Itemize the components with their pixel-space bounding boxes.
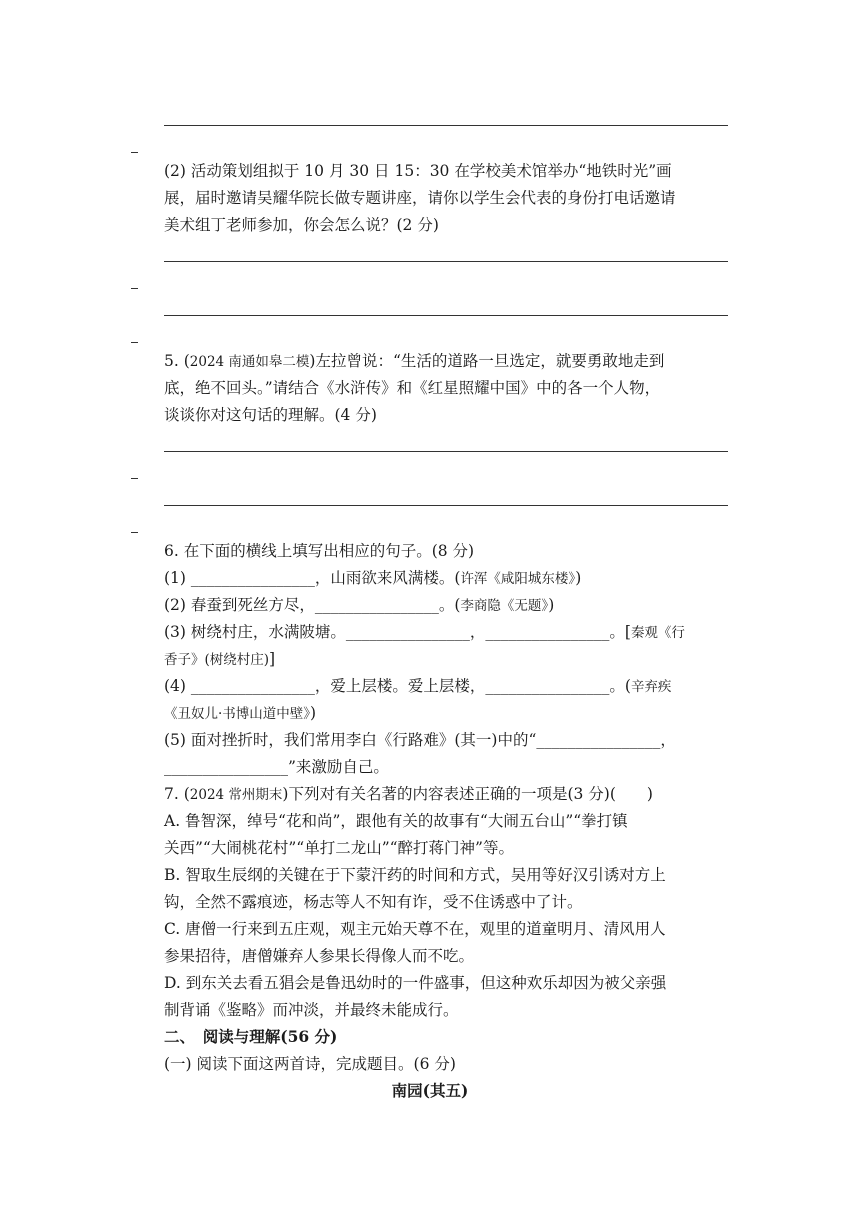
q6-item3-source1: 秦观《行: [630, 625, 685, 641]
margin-mark: [131, 532, 138, 533]
q5-source: 2024 南通如皋二模: [189, 354, 310, 370]
q6-item2-text: (2) 春蚕到死丝方尽，________________。(: [164, 596, 461, 614]
q7-option-c-line2: 参果招待，唐僧嫌弃人参果长得像人而不吃。: [164, 947, 475, 965]
q7-line1-rest: )下列对有关名著的内容表述正确的一项是(3 分)( ): [282, 785, 653, 803]
q6-item1-end: ): [575, 569, 582, 587]
q6-item2: [164, 595, 734, 616]
margin-mark: [131, 342, 138, 343]
q6-item3-line2: [164, 649, 734, 670]
q6-item3-end: ]: [269, 650, 276, 668]
q5-line1: [164, 351, 734, 372]
q6-item2-source: 李商隐《无题》: [460, 598, 549, 614]
q6-item5-line2: ________________”来激励自己。: [164, 758, 389, 776]
section2-heading: 二、 阅读与理解(56 分): [164, 1027, 338, 1046]
q7-option-c-line1: C. 唐僧一行来到五庄观，观主元始天尊不在，观里的道童明月、清风用人: [164, 920, 666, 938]
q5-line3: 谈谈你对这句话的理解。(4 分): [164, 406, 377, 424]
q7-prefix: 7. (: [164, 785, 190, 803]
q6-item5-line1: (5) 面对挫折时，我们常用李白《行路难》(其一)中的“________________，: [164, 731, 676, 749]
q7-line1: [164, 784, 734, 805]
answer-line[interactable]: [164, 505, 728, 506]
margin-mark: [131, 288, 138, 289]
answer-line[interactable]: [164, 261, 728, 262]
q6-item1: [164, 568, 734, 589]
section2-sub1: (一) 阅读下面这两首诗，完成题目。(6 分): [164, 1055, 456, 1073]
q6-item2-end: ): [548, 596, 555, 614]
q4-2-line3: 美术组丁老师参加，你会怎么说？(2 分): [164, 216, 439, 234]
margin-mark: [131, 152, 138, 153]
answer-line[interactable]: [164, 315, 728, 316]
q4-2-line2: 展，届时邀请吴耀华院长做专题讲座，请你以学生会代表的身份打电话邀请: [164, 189, 676, 207]
q6-title: 6. 在下面的横线上填写出相应的句子。(8 分): [164, 542, 475, 560]
q6-item3-text: (3) 树绕村庄，水满陂塘。________________，________________。[: [164, 623, 631, 641]
q7-option-b-line2: 钩，全然不露痕迹，杨志等人不知有诈，受不住诱惑中了计。: [164, 893, 583, 911]
q7-option-a-line1: A. 鲁智深，绰号“花和尚”，跟他有关的故事有“大闹五台山”“拳打镇: [164, 812, 628, 830]
q6-item4-source1: 辛弃疾: [630, 679, 672, 695]
q6-item1-source: 许浑《咸阳城东楼》: [460, 571, 576, 587]
q7-option-d-line2: 制背诵《鉴略》而冲淡，并最终未能成行。: [164, 1001, 459, 1019]
q7-source: 2024 常州期末: [189, 787, 283, 803]
poem-title: 南园(其五): [391, 1081, 469, 1100]
q7-option-d-line1: D. 到东关去看五猖会是鲁迅幼时的一件盛事，但这种欢乐却因为被父亲强: [164, 974, 667, 992]
q6-item1-text: (1) ________________，山雨欲来风满楼。(: [164, 569, 461, 587]
q6-item3-source2: 香子》(树绕村庄): [164, 652, 270, 668]
q7-option-b-line1: B. 智取生辰纲的关键在于下蒙汗药的时间和方式，吴用等好汉引诱对方上: [164, 866, 666, 884]
q4-2-line1: (2) 活动策划组拟于 10 月 30 日 15：30 在学校美术馆举办“地铁时光”画: [164, 162, 672, 180]
q5-prefix: 5. (: [164, 352, 190, 370]
margin-mark: [131, 478, 138, 479]
q5-line2: 底，绝不回头。”请结合《水浒传》和《红星照耀中国》中的各一个人物，: [164, 379, 661, 397]
q7-option-a-line2: 关西”“大闹桃花村”“单打二龙山”“醉打蒋门神”等。: [164, 839, 514, 857]
answer-line[interactable]: [164, 451, 728, 452]
q6-item3-line1: [164, 622, 734, 643]
answer-line[interactable]: [164, 125, 728, 126]
q6-item4-source2: 《丑奴儿·书博山道中壁》: [164, 706, 311, 722]
q6-item4-end: ): [310, 704, 317, 722]
q6-item4-line1: [164, 676, 734, 697]
q6-item4-text: (4) ________________，爱上层楼。爱上层楼，________________。(: [164, 677, 631, 695]
q6-item4-line2: [164, 703, 734, 724]
q5-line1-rest: )左拉曾说：“生活的道路一旦选定，就要勇敢地走到: [309, 352, 665, 370]
